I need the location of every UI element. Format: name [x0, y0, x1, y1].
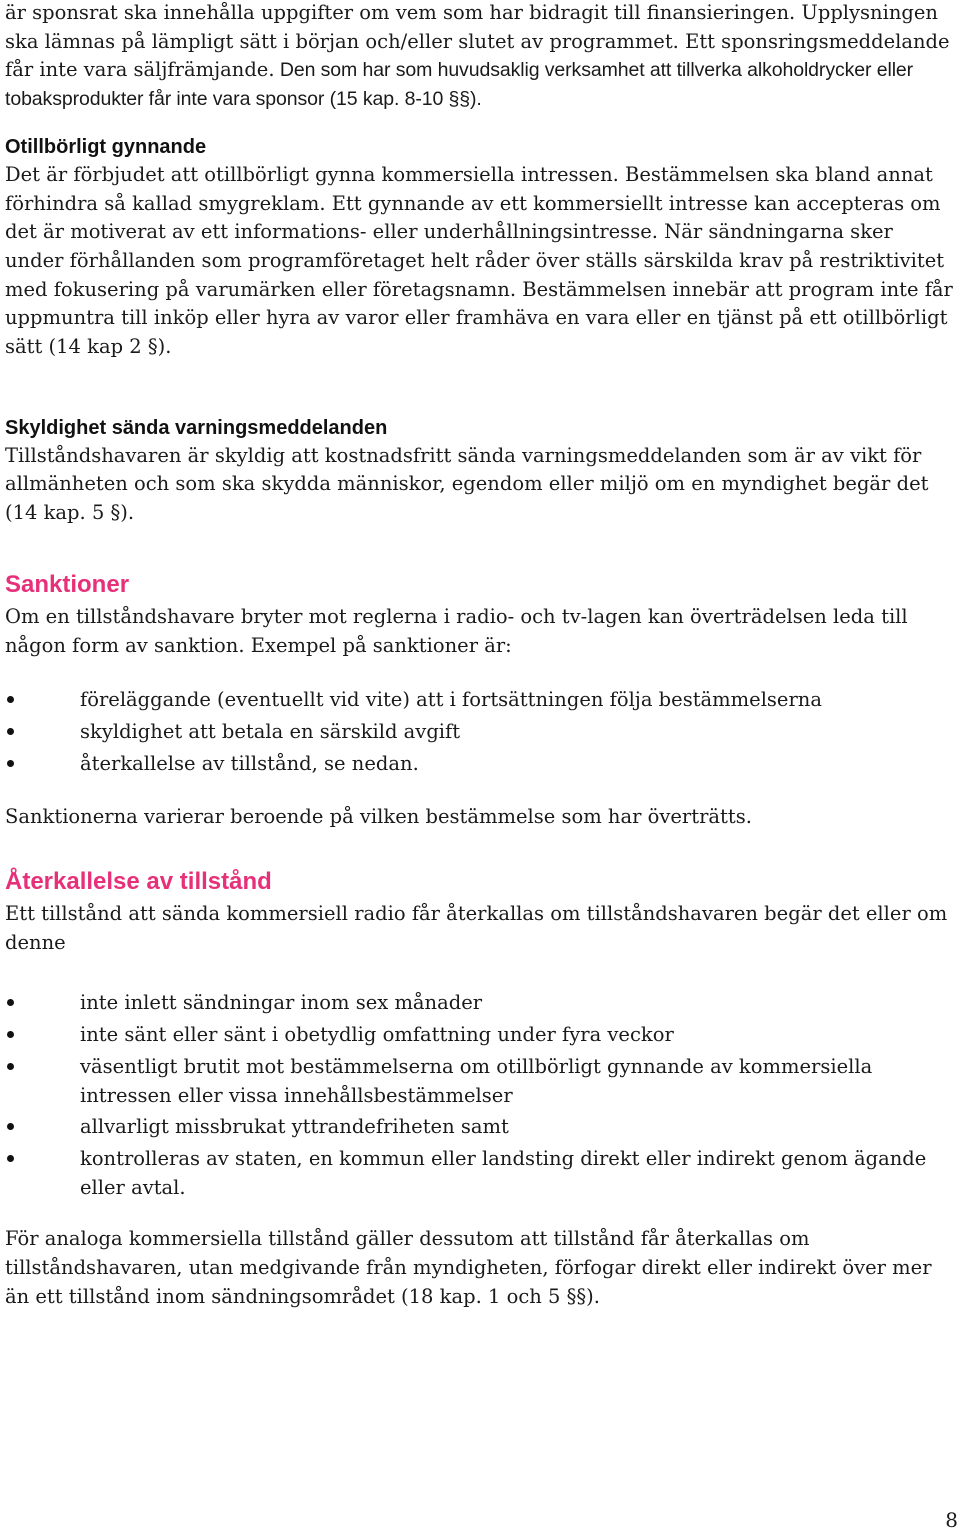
list-item: väsentligt brutit mot bestämmelserna om otillbörligt gynnande av kommersiella intressen eller vissa innehållsbestämmelser — [5, 1053, 955, 1110]
aterkallelse-outro: För analoga kommersiella tillstånd gäller dessutom att tillstånd får återkallas om tillståndshavaren, utan medgivande från myndigheten, förfogar direkt eller indirekt över mer än ett tillstånd inom sändningsområdet (18 kap. 1 och 5 §§). — [5, 1227, 932, 1308]
list-item: allvarligt missbrukat yttrandefriheten samt — [5, 1113, 955, 1142]
section-heading-skyldighet: Skyldighet sända varningsmeddelanden — [5, 416, 388, 439]
list-item: kontrolleras av staten, en kommun eller landsting direkt eller indirekt genom ägande eller avtal. — [5, 1145, 955, 1202]
sanktioner-intro: Om en tillståndshavare bryter mot reglerna i radio- och tv-lagen kan överträdelsen leda till någon form av sanktion. Exempel på sanktioner är: — [5, 604, 908, 657]
list-item: återkallelse av tillstånd, se nedan. — [5, 750, 955, 779]
sanktioner-outro: Sanktionerna varierar beroende på vilken bestämmelse som har överträtts. — [5, 805, 752, 829]
aterkallelse-list — [5, 989, 955, 1202]
intro-paragraph — [5, 0, 955, 114]
list-item: skyldighet att betala en särskild avgift — [5, 718, 955, 747]
section-heading-sanktioner: Sanktioner — [5, 570, 130, 598]
list-item: föreläggande (eventuellt vid vite) att i fortsättningen följa bestämmelserna — [5, 686, 955, 715]
otillborligt-paragraph: Det är förbjudet att otillbörligt gynna kommersiella intressen. Bestämmelsen ska bland annat förhindra så kallad smygreklam. Ett gynnande av ett kommersiellt intresse kan accepteras om det är motiverat av ett informations- eller underhållningsintresse. När sändningarna sker under förhållanden som programföretaget helt råder över ställs särskilda krav på restriktivitet med fokusering på varumärken eller företagsnamn. Bestämmelsen innebär att program inte får uppmuntra till inköp eller hyra av varor eller framhäva en vara eller en tjänst på ett otillbörligt sätt (14 kap 2 §). — [5, 162, 953, 359]
page-number: 8 — [945, 1508, 958, 1532]
section-heading-otillborligt: Otillbörligt gynnande — [5, 135, 207, 158]
section-heading-aterkallelse: Återkallelse av tillstånd — [5, 868, 272, 896]
skyldighet-paragraph: Tillståndshavaren är skyldig att kostnadsfritt sända varningsmeddelanden som är av vikt för allmänheten och som ska skydda människor, egendom eller miljö om en myndighet begär det (14 kap. 5 §). — [5, 443, 929, 525]
intro-serif-text: är sponsrat ska innehålla uppgifter om vem som har bidragit till finansieringen. Upplysningen ska lämnas på lämpligt sätt i början och/eller slutet av programmet. Ett sponsringsmeddelande får inte vara säljfrämjande. — [5, 1, 950, 82]
list-item: inte sänt eller sänt i obetydlig omfattning under fyra veckor — [5, 1021, 955, 1050]
intro-sans-text: Den som har som huvudsaklig verksamhet att tillverka alkoholdrycker eller tobaksprodukter får inte vara sponsor (15 kap. 8-10 §§). — [5, 59, 914, 111]
sanktioner-list — [5, 686, 955, 778]
list-item: inte inlett sändningar inom sex månader — [5, 989, 955, 1018]
page-content — [5, 0, 955, 1312]
aterkallelse-intro: Ett tillstånd att sända kommersiell radio får återkallas om tillståndshavaren begär det eller om denne — [5, 902, 948, 954]
